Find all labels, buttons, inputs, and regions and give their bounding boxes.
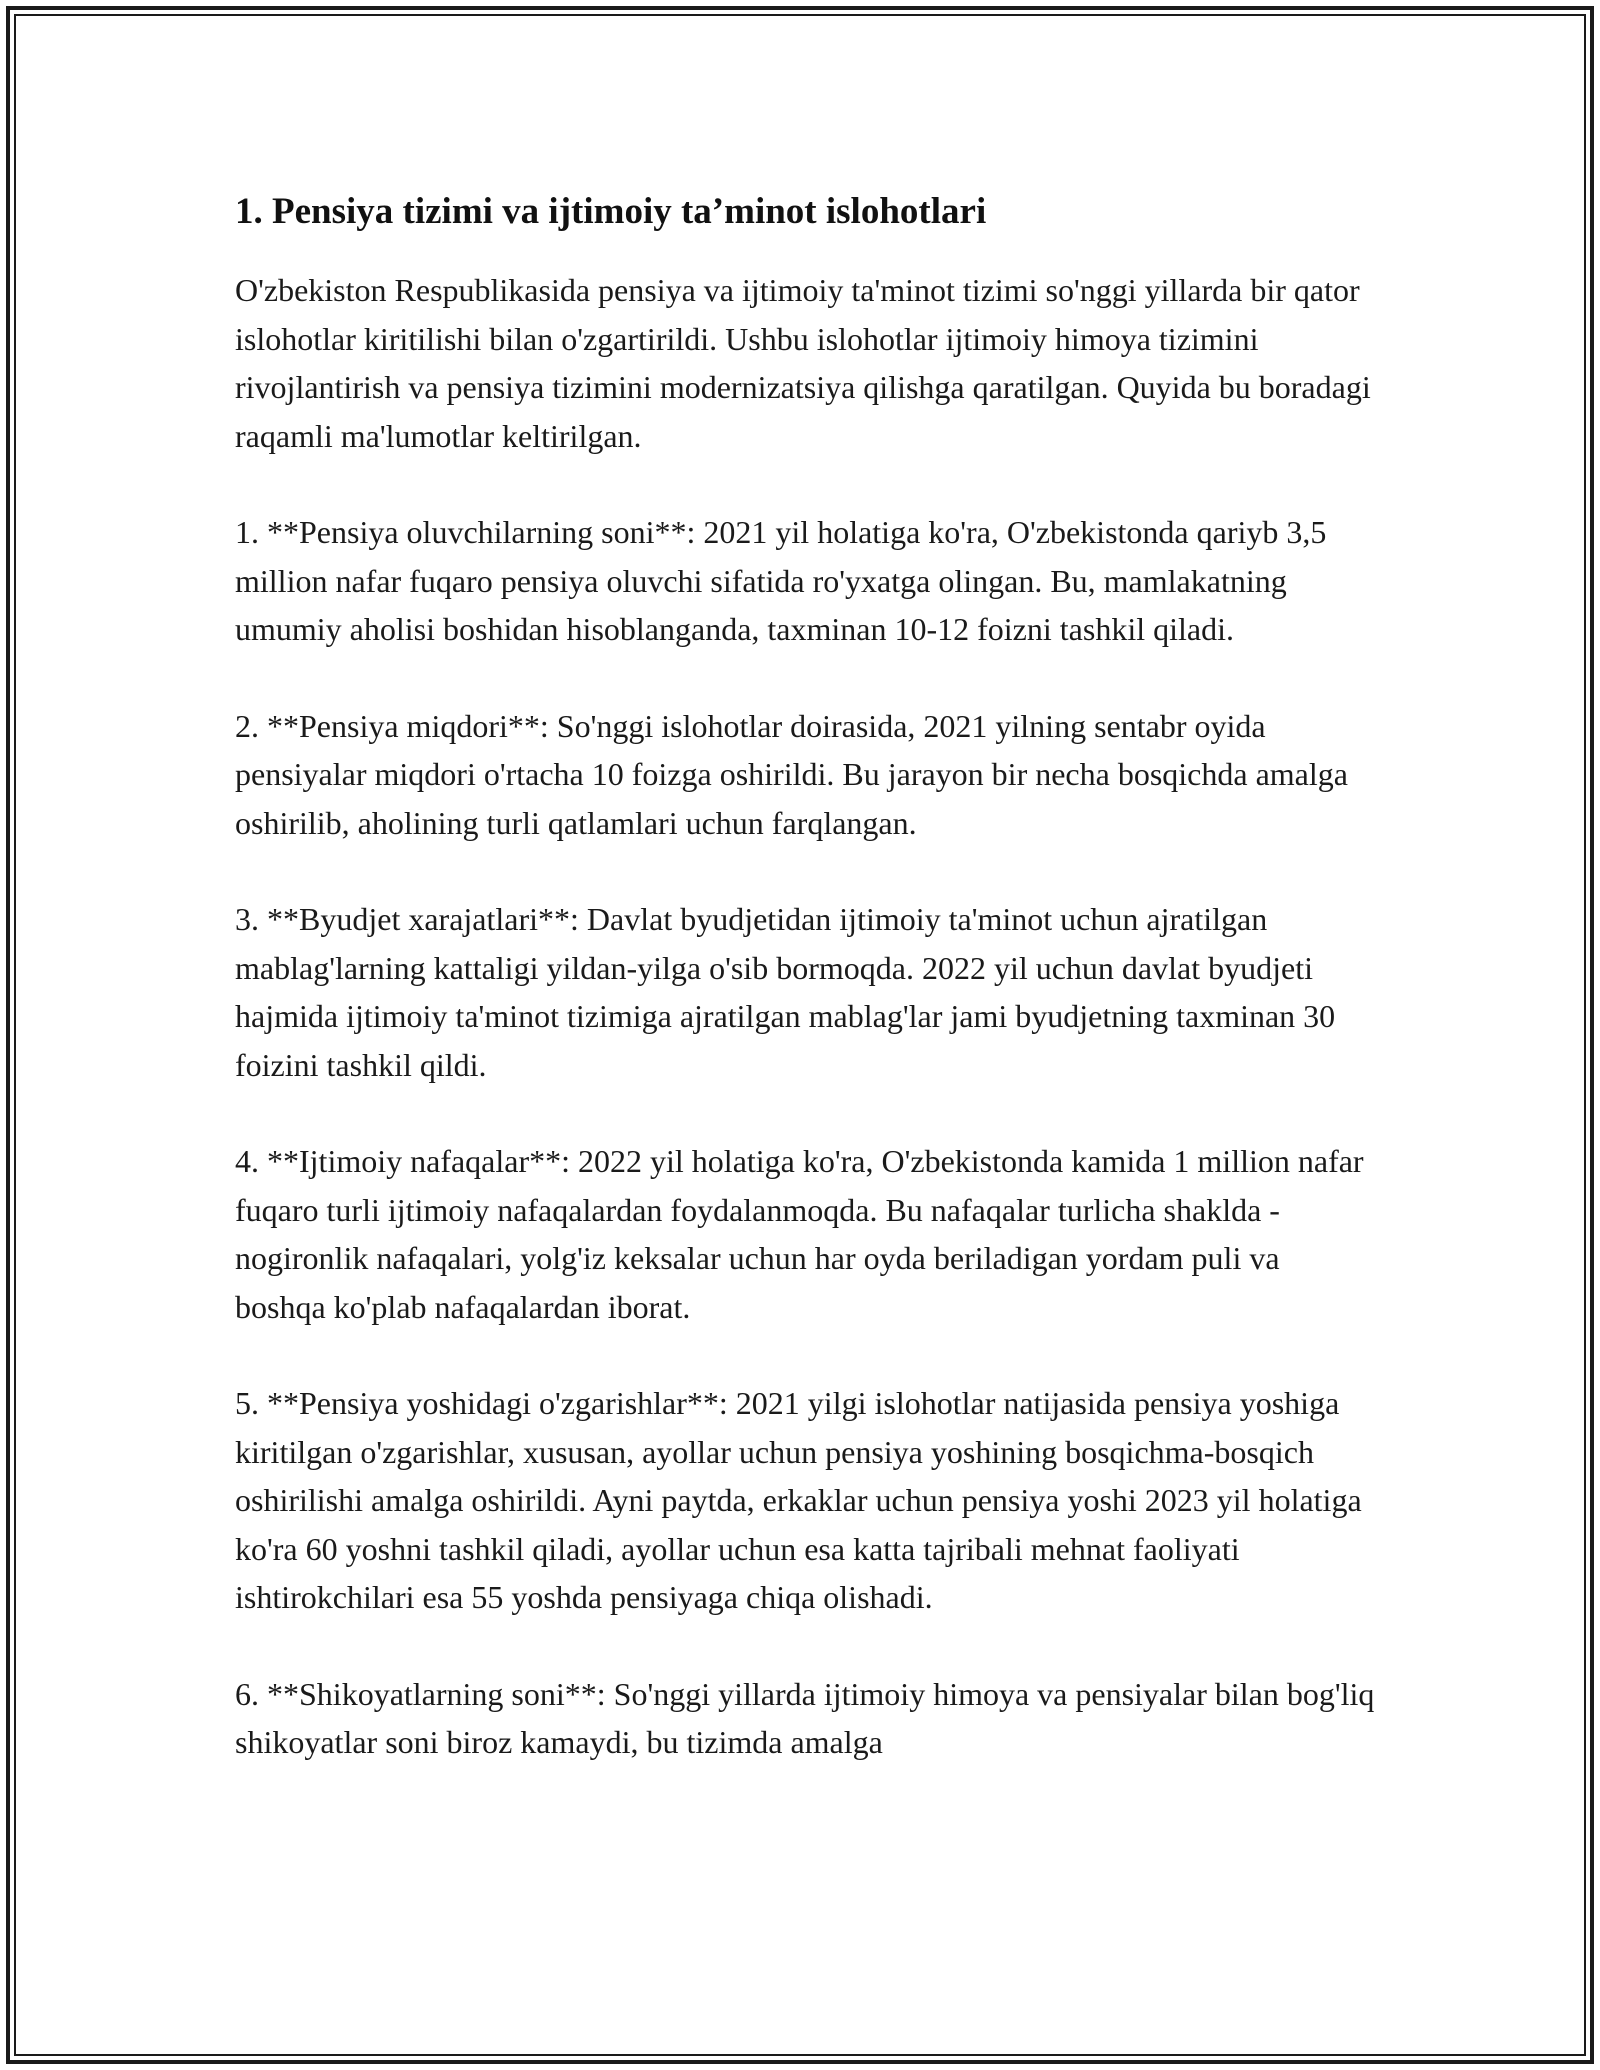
paragraph-budget-expenses: 3. **Byudjet xarajatlari**: Davlat byudjetidan ijtimoiy ta'minot uchun ajratilgan mablag'larning kattaligi yildan-yilga o'sib bormoqda. 2022 yil uchun davlat byudjeti hajmida ijtimoiy ta'minot tizimiga ajratilgan mablag'lar jami byudjetning taxminan 30 foizini tashkil qildi. [235, 901, 1336, 1083]
paragraph-pensioner-count: 1. **Pensiya oluvchilarning soni**: 2021 yil holatiga ko'ra, O'zbekistonda qariyb 3,5 million nafar fuqaro pensiya oluvchi sifatida ro'yxatga olingan. Bu, mamlakatning umumiy aholisi boshidan hisoblanganda, taxminan 10-12 foizni tashkil qiladi. [235, 514, 1327, 647]
section-heading: 1. Pensiya tizimi va ijtimoiy ta’minot islohotlari [235, 191, 987, 232]
paragraph-social-benefits: 4. **Ijtimoiy nafaqalar**: 2022 yil holatiga ko'ra, O'zbekistonda kamida 1 million nafar fuqaro turli ijtimoiy nafaqalardan foydalanmoqda. Bu nafaqalar turlicha shaklda - nogironlik nafaqalari, yolg'iz keksalar uchun har oyda beriladigan yordam puli va boshqa ko'plab nafaqalardan iborat. [235, 1143, 1364, 1325]
paragraph-pension-amount: 2. **Pensiya miqdori**: So'nggi islohotlar doirasida, 2021 yilning sentabr oyida pensiyalar miqdori o'rtacha 10 foizga oshirildi. Bu jarayon bir necha bosqichda amalga oshirilib, aholining turli qatlamlari uchun farqlangan. [235, 707, 1348, 841]
paragraph-complaints: 6. **Shikoyatlarning soni**: So'nggi yillarda ijtimoiy himoya va pensiyalar bilan bog'liq shikoyatlar soni biroz kamaydi, bu tizimda amalga [235, 1675, 1375, 1760]
paragraph-retirement-age: 5. **Pensiya yoshidagi o'zgarishlar**: 2021 yilgi islohotlar natijasida pensiya yoshiga kiritilgan o'zgarishlar, xususan, ayollar uchun pensiya yoshining bosqichma-bosqich oshirilishi amalga oshirildi. Ayni paytda, erkaklar uchun pensiya yoshi 2023 yil holatiga ko'ra 60 yoshni tashkil qiladi, ayollar uchun esa katta tajribali mehnat faoliyati ishtirokchilari esa 55 yoshda pensiyaga chiqa olishadi. [235, 1385, 1362, 1615]
document-body [235, 188, 1375, 1767]
intro-paragraph: O'zbekiston Respublikasida pensiya va ijtimoiy ta'minot tizimi so'nggi yillarda bir qator islohotlar kiritilishi bilan o'zgartirildi. Ushbu islohotlar ijtimoiy himoya tizimini rivojlantirish va pensiya tizimini modernizatsiya qilishga qaratilgan. Quyida bu boradagi raqamli ma'lumotlar keltirilgan. [235, 272, 1371, 454]
